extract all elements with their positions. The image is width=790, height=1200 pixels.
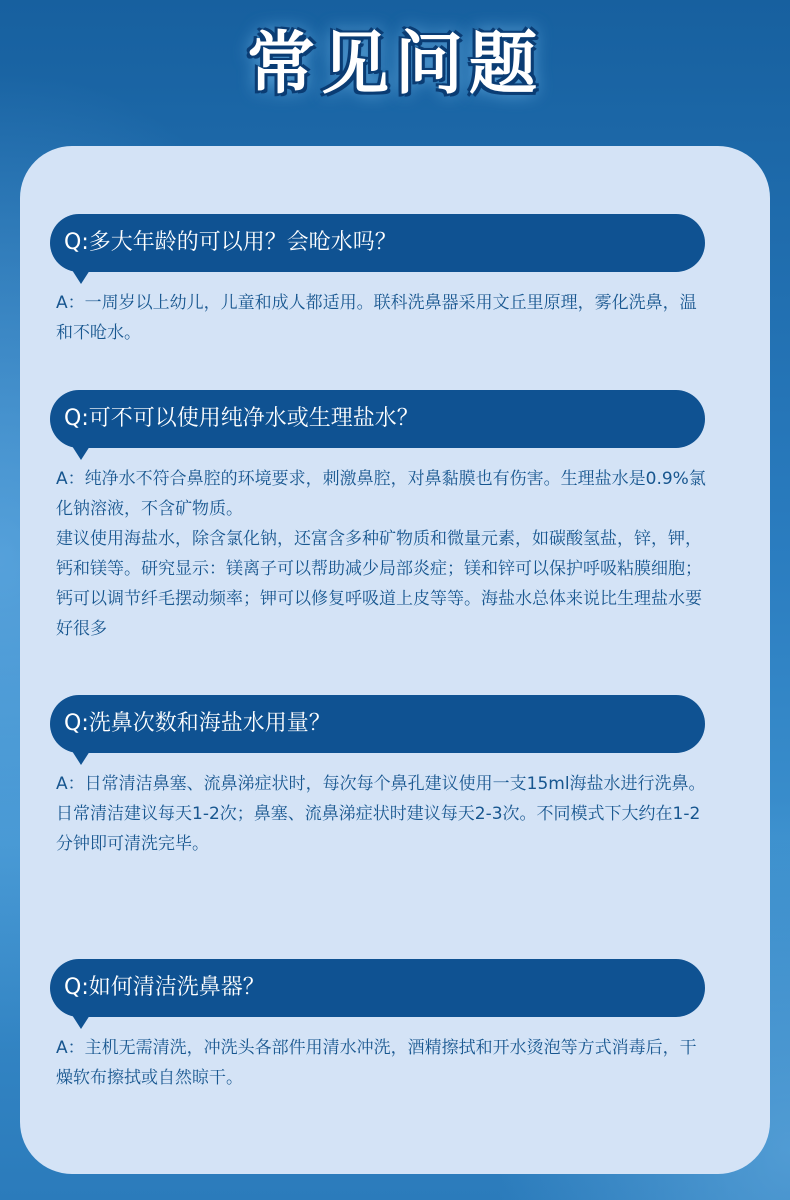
question-bubble (50, 695, 705, 753)
question-text: Q:洗鼻次数和海盐水用量？ (64, 711, 331, 736)
question-text: Q:多大年龄的可以用？会呛水吗？ (64, 230, 397, 255)
question-bubble (50, 390, 705, 448)
answer-paragraph: 建议使用海盐水，除含氯化钠，还富含多种矿物质和微量元素，如碳酸氢盐，锌，钾，钙和镁等。研究显示：镁离子可以帮助减少局部炎症；镁和锌可以保护呼吸粘膜细胞；钙可以调节纤毛摆动频率；钾可以修复呼吸道上皮等等。海盐水总体来说比生理盐水要好很多 (56, 529, 702, 639)
faq-item (50, 390, 710, 644)
answer-text (56, 288, 706, 348)
answer-paragraph: A：日常清洁鼻塞、流鼻涕症状时，每次每个鼻孔建议使用一支15ml海盐水进行洗鼻。 (56, 774, 706, 794)
answer-text (56, 464, 706, 644)
answer-paragraph: A：纯净水不符合鼻腔的环境要求，刺激鼻腔，对鼻黏膜也有伤害。生理盐水是0.9%氯化钠溶液，不含矿物质。 (56, 469, 706, 519)
faq-item (50, 959, 710, 1093)
answer-paragraph: 日常清洁建议每天1-2次；鼻塞、流鼻涕症状时建议每天2-3次。不同模式下大约在1-2分钟即可清洗完毕。 (56, 804, 701, 854)
page-title: 常见问题 (246, 25, 543, 104)
question-text: Q:可不可以使用纯净水或生理盐水？ (64, 406, 419, 431)
answer-text (56, 769, 706, 859)
answer-paragraph: A：主机无需清洗，冲洗头各部件用清水冲洗，酒精擦拭和开水烫泡等方式消毒后，干燥软布擦拭或自然晾干。 (56, 1038, 697, 1088)
answer-text (56, 1033, 706, 1093)
faq-item (50, 214, 710, 348)
faq-item (50, 695, 710, 859)
question-bubble (50, 959, 705, 1017)
answer-paragraph: A：一周岁以上幼儿，儿童和成人都适用。联科洗鼻器采用文丘里原理，雾化洗鼻，温和不呛水。 (56, 293, 697, 343)
question-bubble (50, 214, 705, 272)
question-text: Q:如何清洁洗鼻器？ (64, 975, 265, 1000)
